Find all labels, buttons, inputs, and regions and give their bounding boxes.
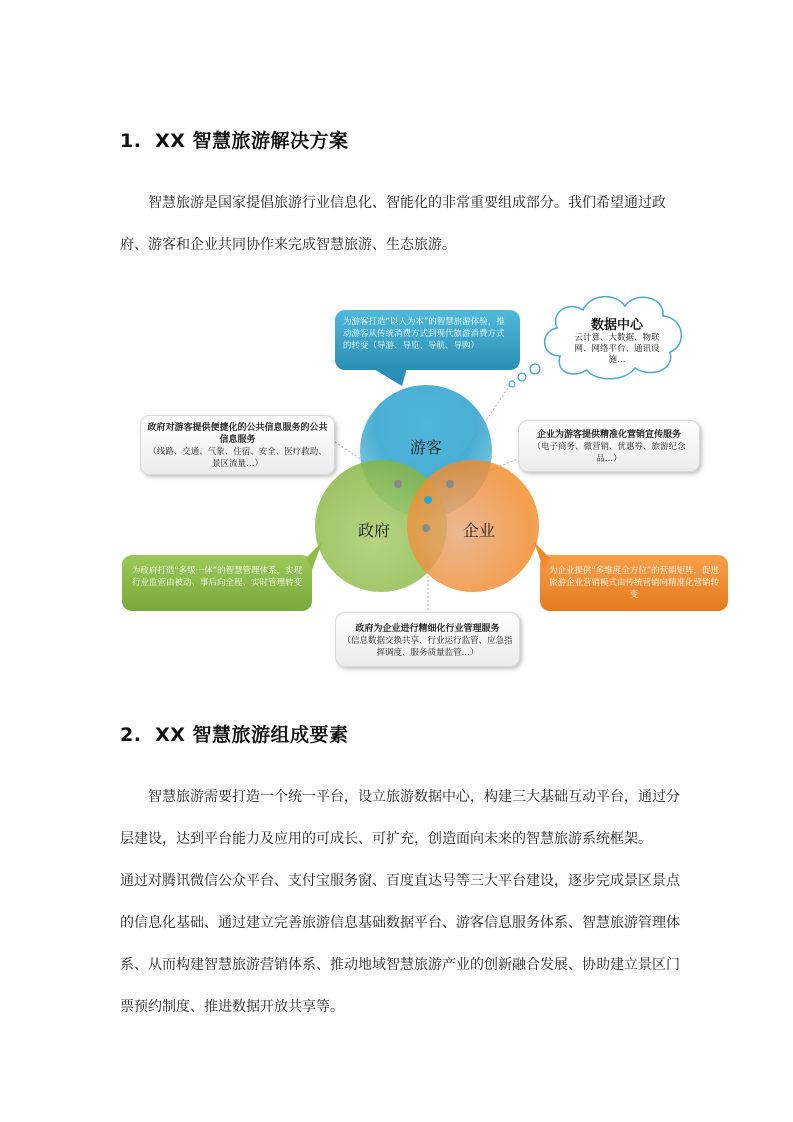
intersection-dot-gov-tourist (394, 480, 402, 488)
section2-heading (120, 720, 349, 747)
government-label: 政府 (358, 521, 391, 540)
tourist-callout (335, 310, 520, 370)
tourist-label: 游客 (410, 438, 443, 457)
smart-tourism-diagram (110, 280, 720, 680)
ent-callout-text: 为企业提供“多维度全方位”的营销矩阵，促进旅游企业营销模式由传统营销向精准化营销转变 (548, 566, 720, 600)
gov-to-ent-box (335, 612, 520, 667)
data-center (570, 314, 664, 366)
section1-number: 1. (120, 130, 142, 152)
gov-to-tourist-title: 政府对游客提供便捷化的公共信息服务的公共信息服务 (147, 423, 328, 445)
section2-title: XX 智慧旅游组成要素 (155, 724, 349, 746)
gov-to-ent-title: 政府为企业进行精细化行业管理服务 (355, 624, 500, 634)
section1-heading (120, 126, 349, 153)
gov-to-tourist-detail: （线路、交通、气象、住宿、安全、医疗救助、景区流量…） (148, 447, 327, 469)
section2-paragraph2: 通过对腾讯微信公众平台、支付宝服务窗、百度直达号等三大平台建设，逐步完成景区景点的信息化基础、通过建立完善旅游信息基础数据平台、游客信息服务体系、智慧旅游管理体系、从而构建智慧旅游营销体系、推动地域智慧旅游产业的创新融合发展、协助建立景区门票预约制度、推进数据开放共享等。 (120, 873, 680, 1015)
ent-callout-tail-icon (530, 542, 550, 572)
section1-title: XX 智慧旅游解决方案 (155, 130, 349, 152)
enterprise-label: 企业 (463, 521, 496, 540)
intersection-dot-gov-ent (422, 524, 430, 532)
tourist-callout-tail-icon (372, 368, 412, 388)
section2-number: 2. (120, 724, 142, 746)
tourist-callout-text: 为游客打造“以人为本”的智慧旅游体验，推动游客从传统消费方式到现代旅游消费方式的转变（导游、导览、导航、导购） (343, 317, 505, 351)
ent-to-tourist-detail: （电子商务、微营销、优惠券、旅游纪念品…） (532, 442, 686, 464)
gov-callout (122, 555, 312, 611)
section1-paragraph: 智慧旅游是国家提倡旅游行业信息化、智能化的非常重要组成部分。我们希望通过政府、游客和企业共同协作来完成智慧旅游、生态旅游。 (120, 195, 666, 253)
gov-callout-text: 为政府打造“多级一体”的智慧管理体系，实现行业监管由被动、事后向全程、实时管理转变 (131, 566, 303, 588)
ent-callout (540, 555, 728, 611)
ent-to-tourist-box (518, 420, 700, 472)
gov-callout-tail-icon (306, 542, 326, 572)
section2-paragraph1: 智慧旅游需要打造一个统一平台，设立旅游数据中心，构建三大基础互动平台，通过分层建设，达到平台能力及应用的可成长、可扩充，创造面向未来的智慧旅游系统框架。 (120, 789, 680, 847)
data-center-text: 云计算、大数据、物联网、网络平台、通讯设施… (574, 333, 660, 365)
gov-to-ent-detail: （信息数据交换共享、行业运行监管、应急指挥调度、服务质量监管…） (342, 636, 513, 658)
intersection-dot-ent-tourist (446, 480, 454, 488)
center-dot (424, 496, 432, 504)
data-center-title: 数据中心 (590, 318, 643, 333)
gov-to-tourist-box (140, 415, 335, 475)
ent-to-tourist-title: 企业为游客提供精准化营销宣传服务 (536, 430, 681, 440)
